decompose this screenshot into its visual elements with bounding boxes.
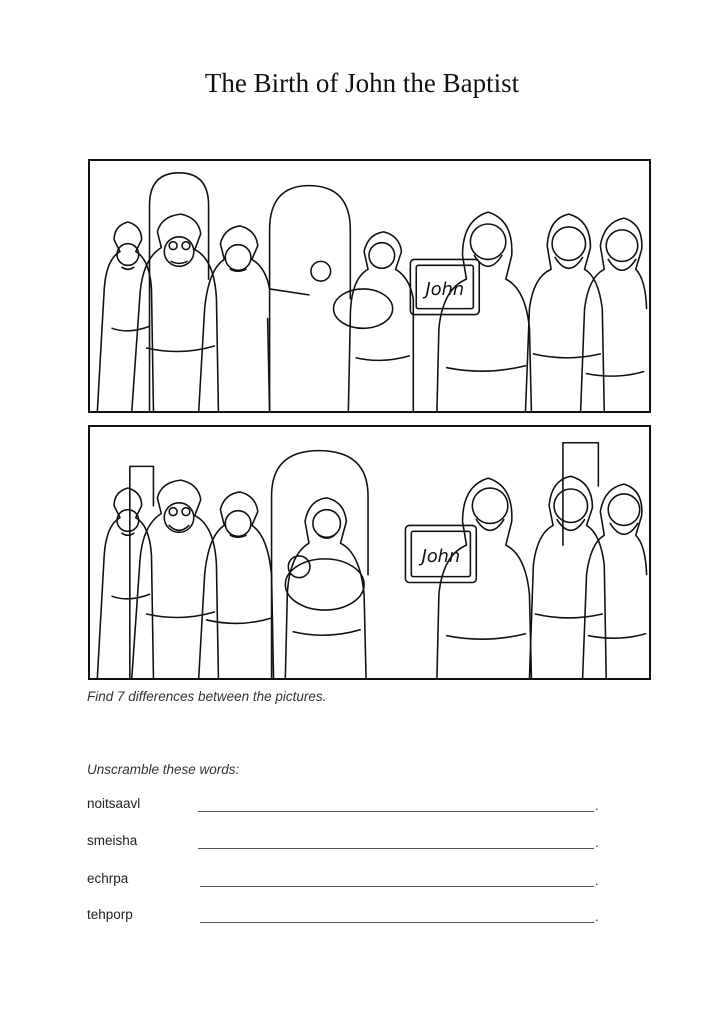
sign-text: John (425, 279, 465, 300)
scrambled-word: echrpa (87, 871, 129, 886)
answer-line[interactable] (198, 848, 594, 849)
woman-figure-2 (132, 480, 219, 678)
woman-holding-baby (311, 232, 413, 411)
scrambled-word: noitsaavl (87, 796, 141, 811)
zechariah-figure-top (437, 212, 531, 411)
sign-text: John (421, 546, 461, 567)
answer-line[interactable] (198, 811, 594, 812)
woman-figure-2 (132, 214, 219, 411)
answer-line[interactable] (200, 886, 594, 887)
name-sign-bottom (405, 525, 476, 582)
man-figure-2 (529, 476, 606, 678)
woman-figure-1 (97, 488, 153, 678)
zechariah-figure-bottom (437, 478, 531, 678)
find-differences-instruction: Find 7 differences between the pictures. (87, 689, 327, 704)
answer-line[interactable] (200, 922, 594, 923)
picture-top (88, 159, 651, 413)
man-figure-2 (526, 214, 605, 411)
picture-bottom (88, 425, 651, 680)
end-mark: . (595, 909, 599, 924)
end-mark: . (595, 873, 599, 888)
unscramble-instruction: Unscramble these words: (87, 762, 240, 777)
scrambled-word: tehporp (87, 907, 133, 922)
woman-figure-3 (199, 226, 309, 411)
man-figure-3 (583, 484, 647, 678)
woman-figure-1 (97, 222, 153, 411)
word-row (87, 833, 607, 853)
word-row (87, 796, 607, 816)
page-title: The Birth of John the Baptist (204, 68, 520, 98)
end-mark: . (595, 798, 599, 813)
woman-holding-baby (285, 498, 366, 678)
woman-figure-3 (199, 492, 274, 678)
word-row (87, 907, 607, 927)
end-mark: . (595, 835, 599, 850)
name-sign-top (410, 259, 479, 314)
scrambled-word: smeisha (87, 833, 138, 848)
word-row (87, 871, 607, 891)
archway-left (150, 173, 209, 411)
